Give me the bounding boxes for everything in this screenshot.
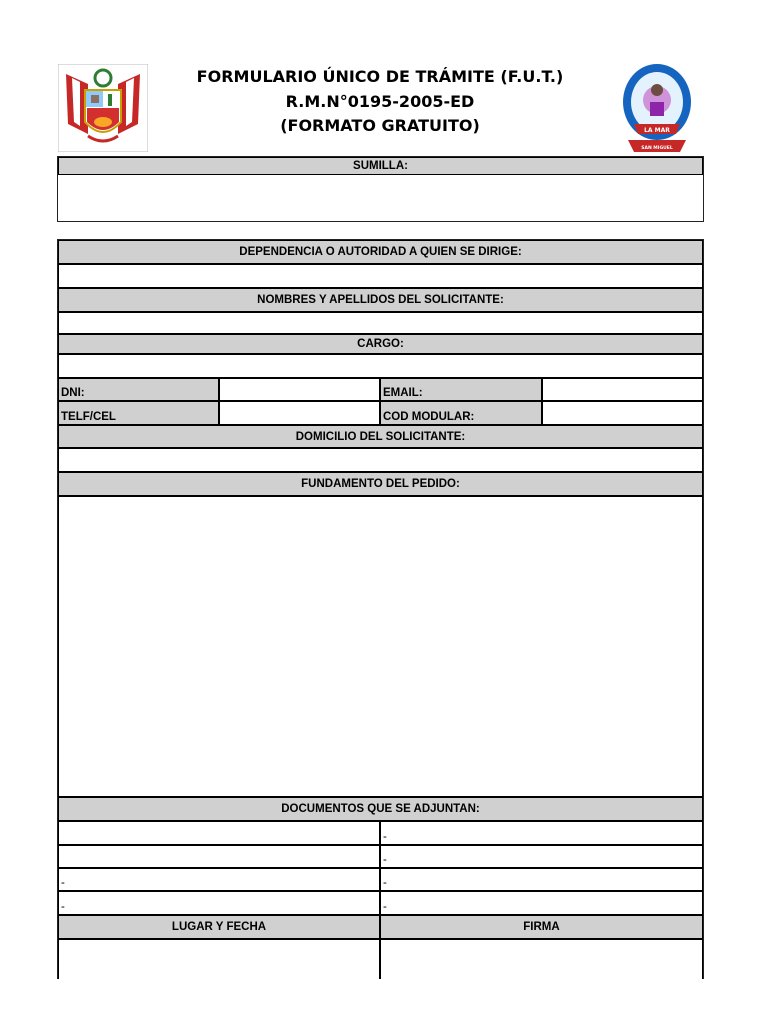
documento-right-1[interactable]: - [380, 821, 703, 845]
form-subtitle-free: (FORMATO GRATUITO) [280, 116, 480, 135]
cargo-label: CARGO: [58, 334, 703, 354]
nombres-field[interactable] [58, 312, 703, 334]
firma-label: FIRMA [380, 915, 703, 939]
cod-modular-field[interactable] [542, 401, 703, 425]
email-label: EMAIL: [380, 378, 542, 401]
nombres-label: NOMBRES Y APELLIDOS DEL SOLICITANTE: [58, 288, 703, 312]
seal-ribbon-text: SAN MIGUEL [641, 146, 673, 151]
documento-left-2[interactable] [58, 845, 380, 868]
cod-modular-label: COD MODULAR: [380, 401, 542, 425]
documento-right-2[interactable]: - [380, 845, 703, 868]
documento-left-3[interactable]: - [58, 868, 380, 891]
coat-of-arms-logo [58, 64, 148, 152]
form-subtitle-resolution: R.M.N°0195-2005-ED [285, 92, 475, 111]
sumilla-field[interactable] [58, 175, 703, 221]
dni-field[interactable] [219, 378, 380, 401]
telf-field[interactable] [219, 401, 380, 425]
seal-banner-text: LA MAR [644, 127, 670, 134]
form-title: FORMULARIO ÚNICO DE TRÁMITE (F.U.T.) [196, 67, 564, 86]
dependencia-label: DEPENDENCIA O AUTORIDAD A QUIEN SE DIRIGE: [58, 240, 703, 264]
documentos-label: DOCUMENTOS QUE SE ADJUNTAN: [58, 797, 703, 821]
domicilio-label: DOMICILIO DEL SOLICITANTE: [58, 425, 703, 448]
fundamento-field[interactable] [58, 496, 703, 797]
firma-field[interactable] [380, 939, 703, 979]
lugar-fecha-field[interactable] [58, 939, 380, 979]
lugar-fecha-label: LUGAR Y FECHA [58, 915, 380, 939]
telf-label: TELF/CEL [58, 401, 219, 425]
dni-label: DNI: [58, 378, 219, 401]
fundamento-label: FUNDAMENTO DEL PEDIDO: [58, 472, 703, 496]
domicilio-field[interactable] [58, 448, 703, 472]
email-field[interactable] [542, 378, 703, 401]
ugel-seal-logo [620, 62, 694, 158]
documento-right-3[interactable]: - [380, 868, 703, 891]
documento-left-4[interactable]: - [58, 891, 380, 915]
sumilla-label: SUMILLA: [58, 157, 703, 175]
dependencia-field[interactable] [58, 264, 703, 288]
documento-right-4[interactable]: - [380, 891, 703, 915]
cargo-field[interactable] [58, 354, 703, 378]
documento-left-1[interactable] [58, 821, 380, 845]
